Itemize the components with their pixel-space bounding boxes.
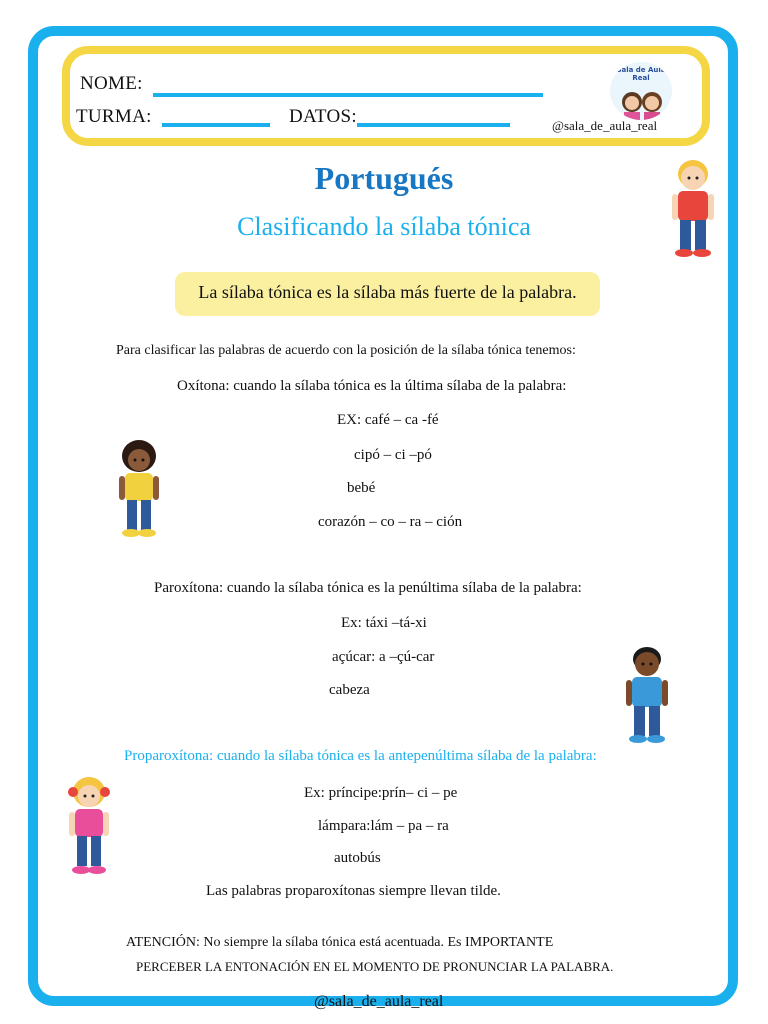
name-label: NOME: [80, 73, 143, 94]
proparoxitona-heading: Proparoxítona: cuando la sílaba tónica es la antepenúltima sílaba de la palabra: [124, 748, 597, 764]
girl-pink-shirt-icon [64, 774, 114, 878]
intro-text: Para clasificar las palabras de acuerdo con la posición de la sílaba tónica tenemos: [116, 343, 576, 358]
page-subtitle: Clasificando la sílaba tónica [237, 212, 531, 241]
class-label: TURMA: [76, 106, 152, 127]
paroxitona-example: Ex: táxi –tá-xi [341, 615, 427, 631]
header-handle: @sala_de_aula_real [552, 118, 658, 133]
definition-box: La sílaba tónica es la sílaba más fuerte de la palabra. [175, 272, 600, 316]
attention-line-1: ATENCIÓN: No siempre la sílaba tónica está acentuada. Es IMPORTANTE [126, 935, 554, 950]
attention-line-2: PERCEBER LA ENTONACIÓN EN EL MOMENTO DE PRONUNCIAR LA PALABRA. [136, 959, 614, 974]
page-title: Portugués [314, 160, 454, 196]
paroxitona-example: açúcar: a –çú-car [332, 649, 435, 665]
boy-red-shirt-icon [668, 158, 718, 260]
date-label: DATOS: [289, 106, 357, 127]
footer-handle: @sala_de_aula_real [314, 993, 444, 1010]
paroxitona-example: cabeza [329, 682, 370, 698]
oxitona-example: EX: café – ca -fé [337, 412, 439, 428]
oxitona-example: bebé [347, 480, 376, 496]
name-field[interactable] [153, 93, 543, 97]
proparoxitona-note: Las palabras proparoxítonas siempre llevan tilde. [206, 883, 501, 899]
class-field[interactable] [162, 123, 270, 127]
logo-text: Sala de Aula Real [616, 66, 666, 82]
paroxitona-heading: Paroxítona: cuando la sílaba tónica es la penúltima sílaba de la palabra: [154, 580, 582, 596]
date-field[interactable] [357, 123, 510, 127]
proparoxitona-example: Ex: príncipe:prín– ci – pe [304, 785, 458, 801]
boy-blue-shirt-icon [622, 644, 672, 746]
logo [610, 62, 672, 120]
oxitona-example: corazón – co – ra – ción [318, 514, 463, 530]
proparoxitona-example: lámpara:lám – pa – ra [318, 818, 449, 834]
oxitona-example: cipó – ci –pó [354, 447, 432, 463]
girl-yellow-shirt-icon [114, 438, 164, 540]
oxitona-heading: Oxítona: cuando la sílaba tónica es la última sílaba de la palabra: [177, 378, 567, 394]
logo-faces-icon [610, 62, 672, 120]
proparoxitona-example: autobús [334, 850, 381, 866]
